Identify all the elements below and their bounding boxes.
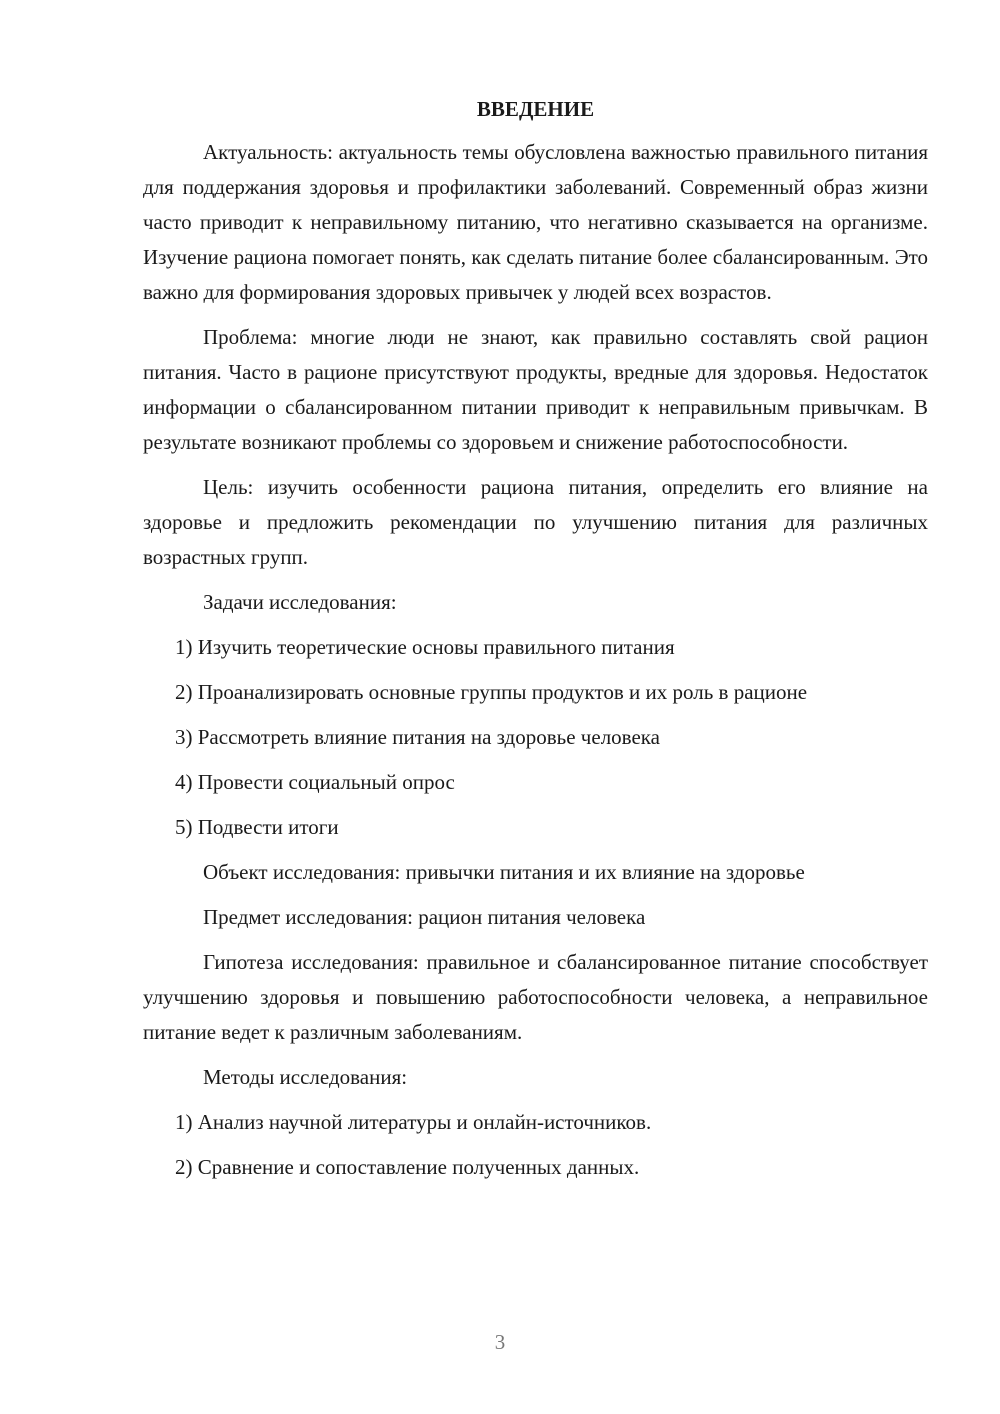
problem-paragraph: Проблема: многие люди не знают, как правильно составлять свой рацион питания. Часто в рационе присутствуют продукты, вредные для здоровья. Недостаток информации о сбалансированном питании приводит к неправильным привычкам. В результате возникают проблемы со здоровьем и снижение работоспособности. [143,325,928,454]
object-line: Объект исследования: привычки питания и их влияние на здоровье [203,860,805,884]
document-page [143,92,928,1185]
section-title: ВВЕДЕНИЕ [476,97,595,121]
task-item-4: 4) Провести социальный опрос [175,770,455,794]
task-item-1: 1) Изучить теоретические основы правильного питания [175,635,675,659]
tasks-heading: Задачи исследования: [203,590,397,614]
task-item-2: 2) Проанализировать основные группы продуктов и их роль в рационе [175,680,808,704]
method-item-2: 2) Сравнение и сопоставление полученных данных. [175,1155,640,1179]
task-item-5: 5) Подвести итоги [175,815,339,839]
hypothesis-paragraph: Гипотеза исследования: правильное и сбалансированное питание способствует улучшению здоровья и повышению работоспособности человека, а неправильное питание ведет к различным заболеваниям. [143,950,928,1044]
page-number: 3 [494,1330,506,1354]
relevance-paragraph: Актуальность: актуальность темы обусловлена важностью правильного питания для поддержания здоровья и профилактики заболеваний. Современный образ жизни часто приводит к неправильному питанию, что негативно сказывается на организме. Изучение рациона помогает понять, как сделать питание более сбалансированным. Это важно для формирования здоровых привычек у людей всех возрастов. [143,140,928,304]
subject-line: Предмет исследования: рацион питания человека [203,905,646,929]
task-item-3: 3) Рассмотреть влияние питания на здоровье человека [175,725,660,749]
goal-paragraph: Цель: изучить особенности рациона питания, определить его влияние на здоровье и предложить рекомендации по улучшению питания для различных возрастных групп. [143,475,928,569]
methods-heading: Методы исследования: [203,1065,408,1089]
method-item-1: 1) Анализ научной литературы и онлайн-источников. [175,1110,652,1134]
